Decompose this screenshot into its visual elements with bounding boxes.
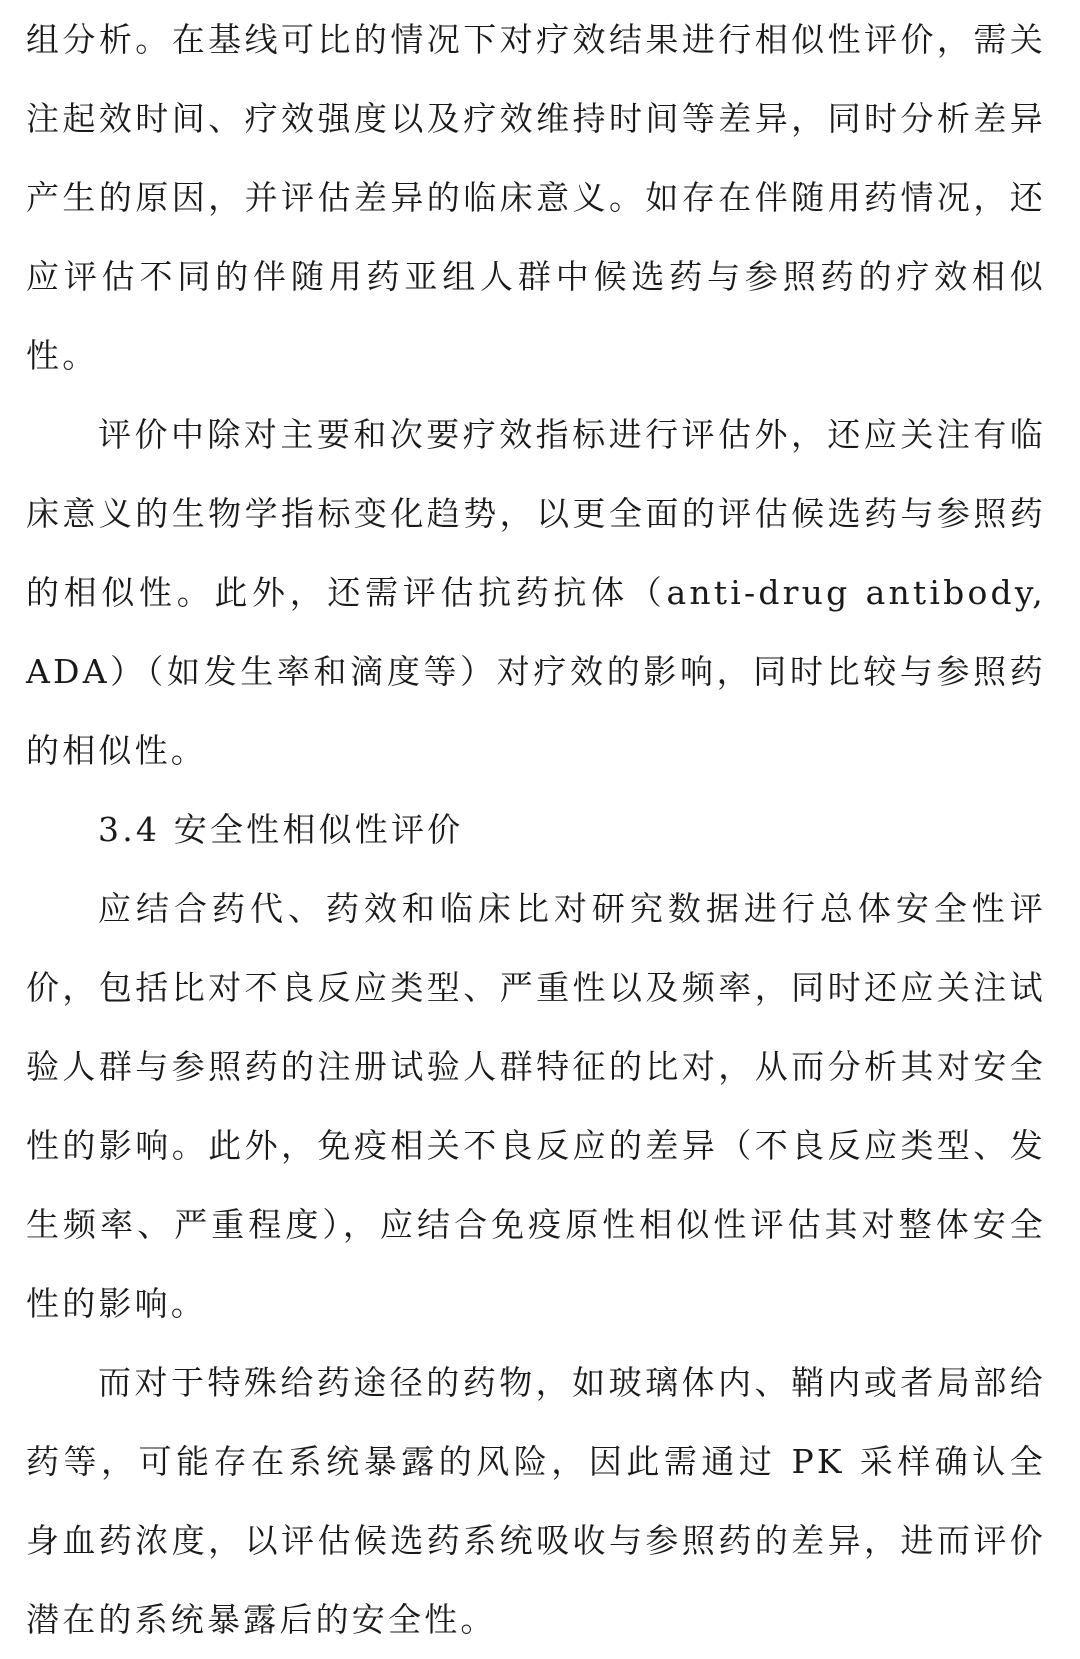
paragraph-safety-evaluation: 应结合药代、药效和临床比对研究数据进行总体安全性评价，包括比对不良反应类型、严重性以及频率，同时还应关注试验人群与参照药的注册试验人群特征的比对，从而分析其对安全性的影响。此外，免疫相关不良反应的差异（不良反应类型、发生频率、严重程度），应结合免疫原性相似性评估其对整体安全性的影响。 [26,889,1046,1323]
paragraph-biomarker-ada: 评价中除对主要和次要疗效指标进行评估外，还应关注有临床意义的生物学指标变化趋势，以更全面的评估候选药与参照药的相似性。此外，还需评估抗药抗体（anti-drug antibody, ADA）（如发生率和滴度等）对疗效的影响，同时比较与参照药的相似性。 [26,415,1046,770]
section-heading-3-4: 3.4 安全性相似性评价 [98,810,464,849]
paragraph-special-route: 而对于特殊给药途径的药物，如玻璃体内、鞘内或者局部给药等，可能存在系统暴露的风险，因此需通过 PK 采样确认全身血药浓度，以评估候选药系统吸收与参照药的差异，进而评价潜在的系统暴露后的安全性。 [26,1363,1046,1639]
document-page [26,0,1046,1659]
paragraph-efficacy-subgroup: 组分析。在基线可比的情况下对疗效结果进行相似性评价，需关注起效时间、疗效强度以及疗效维持时间等差异，同时分析差异产生的原因，并评估差异的临床意义。如存在伴随用药情况，还应评估不同的伴随用药亚组人群中候选药与参照药的疗效相似性。 [26,20,1046,375]
